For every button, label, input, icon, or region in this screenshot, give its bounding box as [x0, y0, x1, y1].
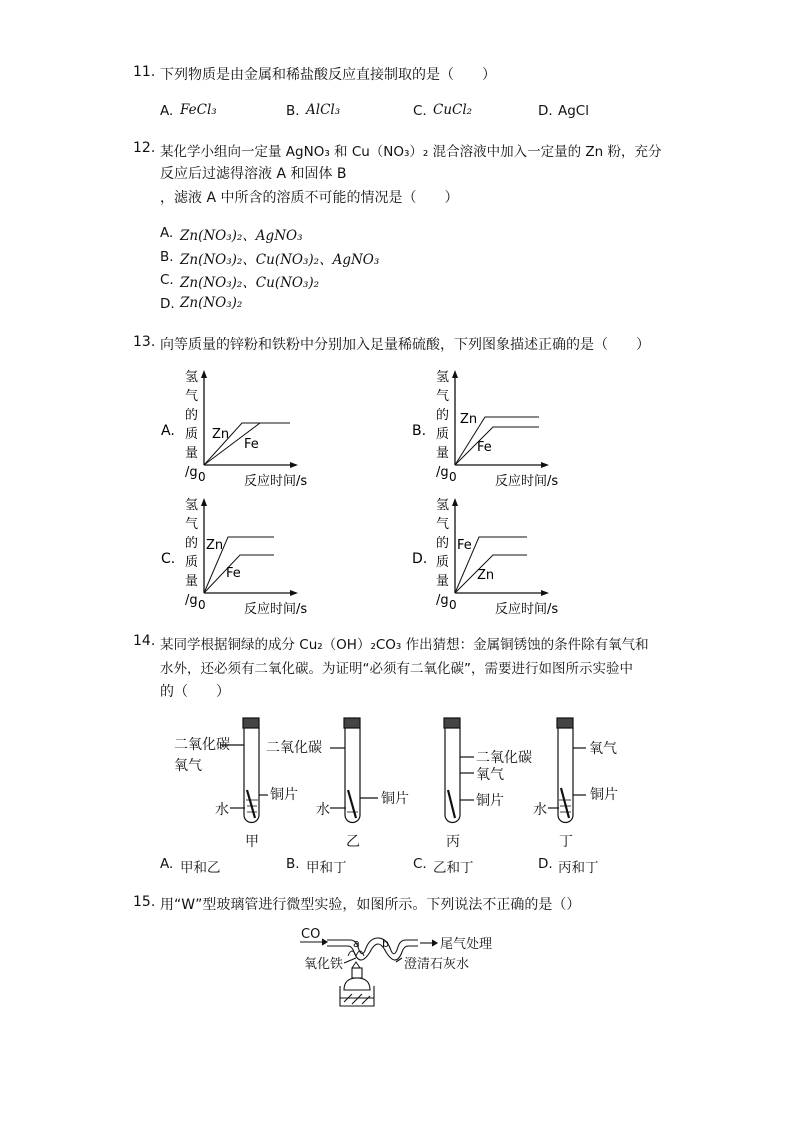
q14-option-d-letter: D.	[538, 856, 553, 872]
tube-name-ding: 丁	[559, 834, 573, 850]
q13-stem: 向等质量的锌粉和铁粉中分别加入足量稀硫酸，下列图象描述正确的是（ ）	[160, 337, 650, 353]
yi-copper-label: 铜片	[381, 791, 409, 807]
q13-graph-a-xlabel: 反应时间/s	[244, 474, 308, 489]
q12-option-a-letter: A.	[160, 225, 174, 241]
q13-graph-a-bottom-label: Fe	[244, 437, 259, 452]
q14-line1: 某同学根据铜绿的成分 Cu₂（OH）₂CO₃ 作出猜想：金属铜锈蚀的条件除有氧气和	[160, 637, 649, 653]
q13-graph-d-ylabel-char: 质	[436, 555, 450, 570]
q14-line2: 水外，还必须有二氧化碳。为证明“必须有二氧化碳”，需要进行如图所示实验中	[160, 661, 633, 677]
q13-graph-d-ylabel-char: /g	[436, 593, 449, 608]
limewater-label: 澄清石灰水	[404, 957, 470, 972]
q13-graph-c-ylabel-char: 量	[185, 574, 199, 589]
tube-name-jia: 甲	[245, 834, 259, 850]
q13-graph-b-ylabel-char: 气	[436, 389, 450, 404]
q12-line2: 反应后过滤得溶液 A 和固体 B	[160, 166, 347, 182]
q13-graph-d-ylabel-char: 气	[436, 517, 450, 532]
q12-option-c-letter: C.	[160, 272, 174, 288]
q13-graph-b-xlabel: 反应时间/s	[495, 474, 559, 489]
q14-option-c-letter: C.	[413, 856, 427, 872]
q13-graph-c-letter: C.	[161, 551, 176, 567]
q15-number: 15.	[133, 894, 156, 910]
q13-graph-d-xlabel: 反应时间/s	[495, 602, 559, 617]
q13-graph-c-ylabel-char: 质	[185, 555, 199, 570]
yi-water-label: 水	[316, 802, 330, 818]
q13-graph-b-origin: 0	[449, 470, 457, 484]
q12-option-b-letter: B.	[160, 249, 174, 265]
q12-option-d: Zn(NO₃)₂	[180, 295, 243, 311]
q11-option-a-letter: A.	[160, 103, 174, 119]
q11-stem: 下列物质是由金属和稀盐酸反应直接制取的是（ ）	[160, 67, 496, 83]
q12-option-c: Zn(NO₃)₂、Cu(NO₃)₂	[180, 275, 320, 291]
q13-graph-d-top-label: Fe	[457, 538, 472, 553]
q12-option-b: Zn(NO₃)₂、Cu(NO₃)₂、AgNO₃	[180, 252, 380, 268]
jia-o2-label: 氧气	[174, 758, 202, 774]
q13-graph-d-ylabel-char: 氢	[436, 498, 450, 513]
q11-number: 11.	[133, 64, 156, 80]
q14-option-c: 乙和丁	[433, 860, 474, 876]
q13-graph-a-ylabel-char: /g	[185, 465, 198, 480]
q14-option-d: 丙和丁	[558, 860, 599, 876]
q13-graph-a-ylabel-char: 量	[185, 446, 199, 461]
q13-graph-b-letter: B.	[412, 423, 427, 439]
q12-line1: 某化学小组向一定量 AgNO₃ 和 Cu（NO₃）₂ 混合溶液中加入一定量的 Zn 粉，充分	[160, 144, 662, 160]
jia-copper-label: 铜片	[270, 787, 298, 803]
ding-copper-label: 铜片	[590, 787, 618, 803]
q13-graph-a-ylabel-char: 气	[185, 389, 199, 404]
q14-option-b-letter: B.	[286, 856, 300, 872]
q12-number: 12.	[133, 140, 156, 156]
exhaust-label: 尾气处理	[440, 937, 493, 952]
q13-graph-d-letter: D.	[412, 551, 428, 567]
q13-graph-c-top-label: Zn	[206, 538, 224, 553]
q14-line3: 的（ ）	[160, 684, 230, 700]
q13-graph-c-ylabel-char: 气	[185, 517, 199, 532]
co-label: CO	[301, 927, 321, 942]
q14-number: 14.	[133, 633, 156, 649]
q14-option-a: 甲和乙	[180, 860, 221, 876]
q13-number: 13.	[133, 334, 156, 350]
q13-graph-c-xlabel: 反应时间/s	[244, 602, 308, 617]
q15-stem: 用“W”型玻璃管进行微型实验，如图所示。下列说法不正确的是（）	[160, 897, 581, 913]
jia-co2-label: 二氧化碳	[174, 737, 230, 753]
q13-graph-c-origin: 0	[198, 598, 206, 612]
point-a-label: a	[353, 937, 360, 950]
q13-graph-b-top-label: Zn	[460, 412, 478, 427]
q14-option-b: 甲和丁	[306, 860, 347, 876]
q13-graph-a-letter: A.	[161, 423, 175, 439]
yi-co2-label: 二氧化碳	[266, 740, 322, 756]
q13-graph-b-bottom-label: Fe	[477, 440, 492, 455]
q11-option-b-letter: B.	[286, 103, 300, 119]
q11-option-c-letter: C.	[413, 103, 427, 119]
q12-line3: ，滤液 A 中所含的溶质不可能的情况是（ ）	[160, 190, 459, 206]
q13-graph-b-ylabel-char: /g	[436, 465, 449, 480]
ding-water-label: 水	[533, 802, 547, 818]
q13-graph-a-origin: 0	[198, 470, 206, 484]
point-b-label: b	[382, 937, 389, 950]
q13-graph-c-ylabel-char: /g	[185, 593, 198, 608]
q11-option-d-letter: D.	[538, 103, 553, 119]
bing-co2-label: 二氧化碳	[476, 750, 532, 766]
iron-oxide-label: 氧化铁	[304, 957, 344, 972]
q13-graph-d-ylabel-char: 量	[436, 574, 450, 589]
q13-graph-d-origin: 0	[449, 598, 457, 612]
q13-graph-c-ylabel-char: 的	[185, 536, 199, 551]
q13-graph-b-ylabel-char: 氢	[436, 370, 450, 385]
bing-o2-label: 氧气	[476, 767, 504, 783]
tube-name-yi: 乙	[346, 834, 360, 850]
q11-option-a: FeCl₃	[180, 102, 217, 118]
q12-option-a: Zn(NO₃)₂、AgNO₃	[180, 228, 303, 244]
q11-option-c: CuCl₂	[433, 102, 473, 118]
q13-graph-c-ylabel-char: 氢	[185, 498, 199, 513]
q13-graph-b-ylabel-char: 的	[436, 408, 450, 423]
q13-graph-a-ylabel-char: 质	[185, 427, 199, 442]
q13-graph-a-ylabel-char: 的	[185, 408, 199, 423]
ding-o2-label: 氧气	[589, 741, 617, 757]
q12-option-d-letter: D.	[160, 296, 175, 312]
q13-graph-a-ylabel-char: 氢	[185, 370, 199, 385]
q13-graph-a-top-label: Zn	[212, 427, 230, 442]
q11-option-b: AlCl₃	[306, 102, 341, 118]
q11-option-d: AgCl	[558, 103, 589, 119]
jia-water-label: 水	[215, 802, 229, 818]
q14-option-a-letter: A.	[160, 856, 174, 872]
tube-name-bing: 丙	[446, 834, 460, 850]
q13-graph-b-ylabel-char: 质	[436, 427, 450, 442]
q13-graph-d-ylabel-char: 的	[436, 536, 450, 551]
q13-graph-b-ylabel-char: 量	[436, 446, 450, 461]
bing-copper-label: 铜片	[476, 793, 504, 809]
q13-graph-d-bottom-label: Zn	[477, 568, 495, 583]
q13-graph-c-bottom-label: Fe	[226, 566, 241, 581]
